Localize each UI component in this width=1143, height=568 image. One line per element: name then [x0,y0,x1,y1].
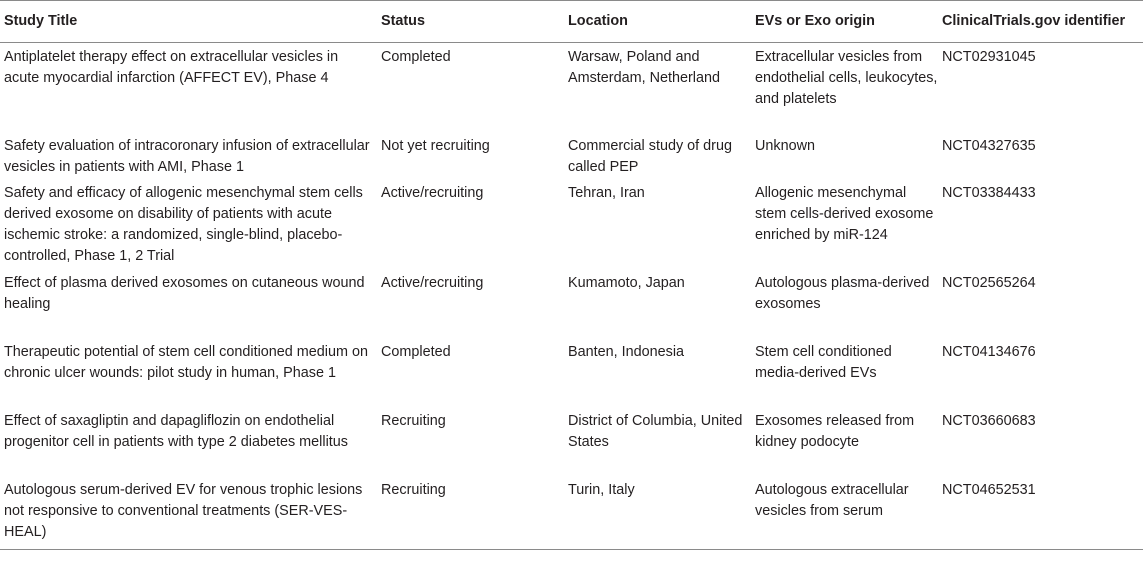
cell-evs-origin: Exosomes released from kidney podocyte [755,412,915,450]
cell-evs-origin: Unknown [755,137,815,154]
cell-study-title: Safety and efficacy of allogenic mesenchymal stem cells derived exosome on disability of patients with acute ischemic stroke: a randomized, single-blind, placebo-controlled, Phase 1, 2 Trial [4,184,363,264]
cell-study-title: Effect of saxagliptin and dapagliflozin on endothelial progenitor cell in patients with type 2 diabetes mellitus [4,412,348,450]
cell-status: Active/recruiting [381,274,484,291]
cell-identifier: NCT02931045 [942,49,1036,65]
table-body [0,43,1143,550]
cell-location: Kumamoto, Japan [568,274,685,291]
cell-evs-origin: Stem cell conditioned media-derived EVs [755,343,892,381]
cell-location: Banten, Indonesia [568,343,685,360]
cell-identifier: NCT04134676 [942,343,1036,360]
cell-study-title: Therapeutic potential of stem cell conditioned medium on chronic ulcer wounds: pilot study in human, Phase 1 [4,343,368,381]
cell-location: Turin, Italy [564,476,751,550]
cell-identifier: NCT02565264 [942,274,1036,291]
cell-location: Commercial study of drug called PEP [568,137,732,175]
header-evs-origin: EVs or Exo origin [751,1,938,43]
cell-study-title: Safety evaluation of intracoronary infusion of extracellular vesicles in patients with AMI, Phase 1 [4,137,370,175]
table-row [0,476,1143,550]
table-row [0,338,1143,407]
cell-status: Not yet recruiting [381,137,490,154]
cell-status: Completed [381,343,451,360]
table-row [0,269,1143,338]
table-row [0,179,1143,269]
table-header [0,1,1143,43]
table-row [0,132,1143,179]
cell-status: Active/recruiting [381,184,484,201]
cell-study-title: Autologous serum-derived EV for venous trophic lesions not responsive to conventional treatments (SER-VES-HEAL) [0,476,377,550]
header-location: Location [564,1,751,43]
cell-location: Tehran, Iran [568,184,645,201]
cell-status: Recruiting [381,412,446,429]
cell-identifier: NCT04652531 [938,476,1143,550]
cell-identifier: NCT03660683 [942,412,1036,429]
cell-status: Recruiting [377,476,564,550]
header-study-title: Study Title [0,1,377,43]
cell-study-title: Antiplatelet therapy effect on extracellular vesicles in acute myocardial infarction (AFFECT EV), Phase 4 [4,49,339,86]
cell-evs-origin: Autologous extracellular vesicles from serum [751,476,938,550]
cell-evs-origin: Autologous plasma-derived exosomes [755,274,930,312]
cell-evs-origin: Allogenic mesenchymal stem cells-derived exosome enriched by miR-124 [755,184,934,243]
header-row [0,1,1143,43]
table-row [0,407,1143,476]
header-identifier: ClinicalTrials.gov identifier [938,1,1143,43]
cell-evs-origin: Extracellular vesicles from endothelial cells, leukocytes, and platelets [755,49,938,107]
cell-location: District of Columbia, United States [568,412,743,450]
cell-status: Completed [381,49,451,65]
header-status: Status [377,1,564,43]
cell-identifier: NCT04327635 [942,137,1036,154]
cell-identifier: NCT03384433 [942,184,1036,201]
table-row [0,43,1143,132]
cell-study-title: Effect of plasma derived exosomes on cutaneous wound healing [4,274,365,312]
cell-location: Warsaw, Poland and Amsterdam, Netherland [568,49,720,86]
